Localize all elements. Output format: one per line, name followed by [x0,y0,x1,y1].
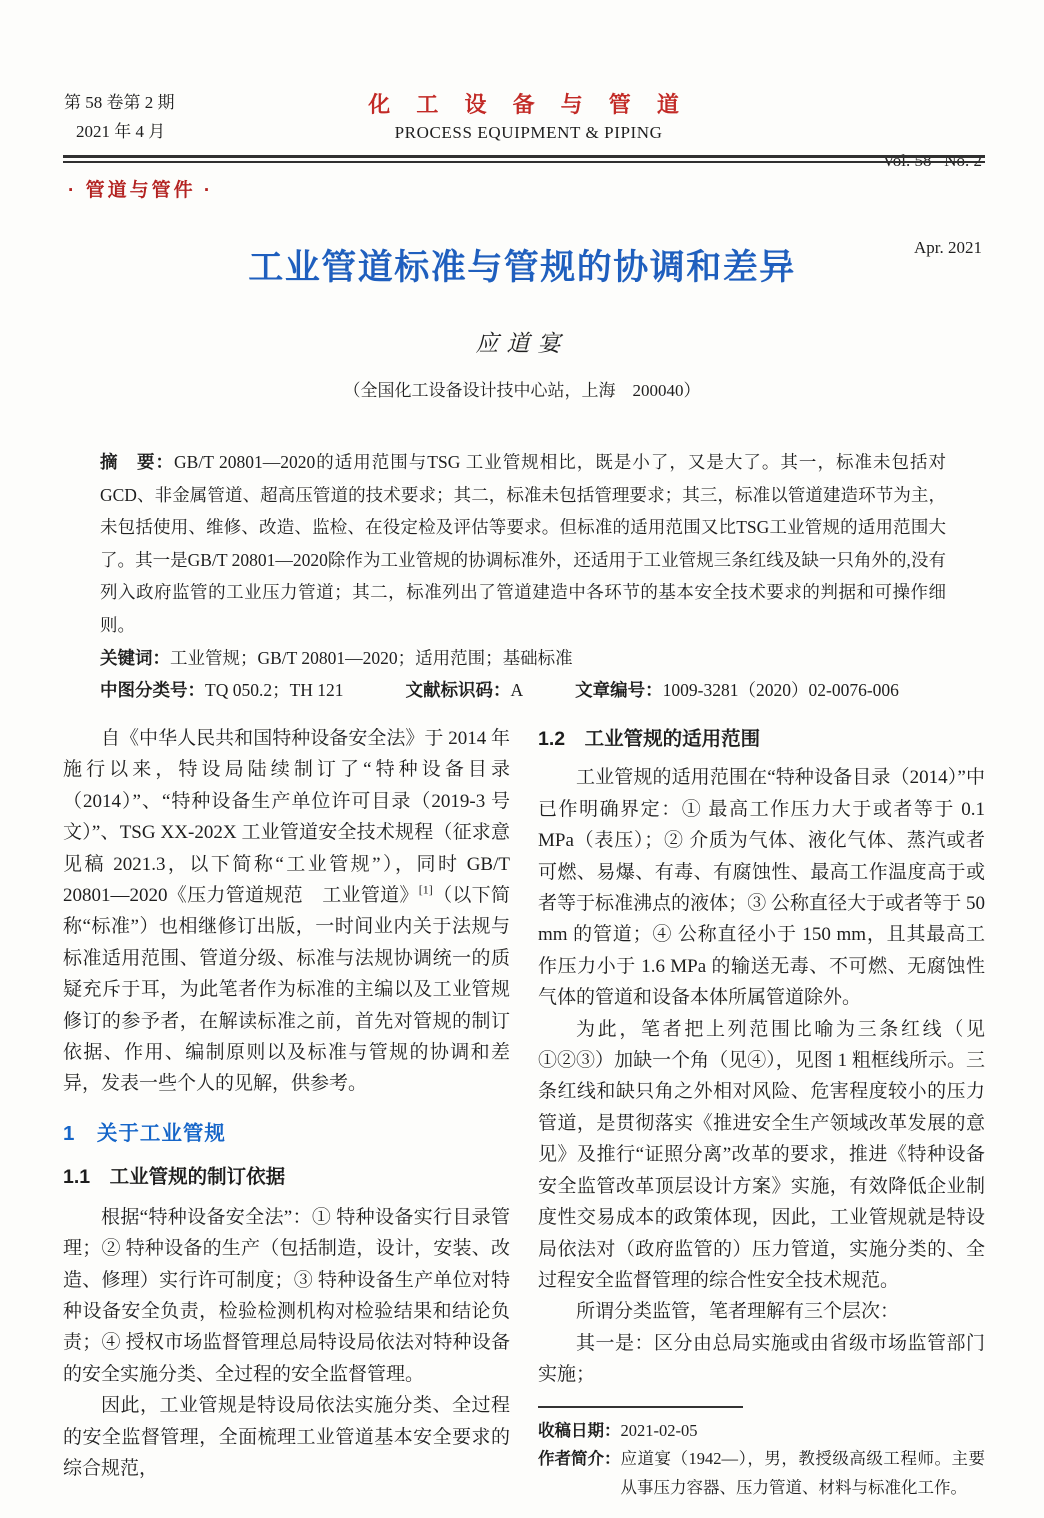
citation-ref-1: [1] [418,882,433,897]
article-id-value: 1009-3281（2020）02-0076-006 [662,680,899,701]
body-paragraph: 工业管规的适用范围在“特种设备目录（2014）”中已作明确界定：① 最高工作压力大于或者等于 0.1 MPa（表压）；② 介质为气体、液化气体、蒸汽或者可燃、易爆、有毒、有腐蚀性、最高工作温度高于或者等于标准沸点的液体；③ 公称直径大于或者等于 50 mm 的管道；④ 公称直径小于 150 mm，且其最高工作压力小于 1.6 MPa 的输送无毒、不可燃、无腐蚀性气体的管道和设备本体所属管道除外。 [538,767,985,1009]
clc-segment [100,674,344,707]
body-paragraph: 其一是：区分由总局实施或由省级市场监管部门实施； [538,1332,985,1386]
received-date-value: 2021-02-05 [620,1420,698,1440]
left-column [63,723,510,1502]
journal-title-english: PROCESS EQUIPMENT & PIPING [394,123,663,142]
clc-label: 中图分类号： [100,680,205,701]
body-paragraph: 为此，笔者把上列范围比喻为三条红线（见①②③）加缺一个角（见④），见图 1 粗框线所示。三条红线和缺只角之外相对风险、危害程度较小的压力管道，是贯彻落实《推进安全生产领域改革发展的意见》及推行“证照分离”改革的要求，推进《特种设备安全监管改革顶层设计方案》实施，有效降低企业制度性交易成本的政策体现，因此，工业管规就是特设局依法对（政府监管的）压力管道，实施分类的、全过程安全监督管理的综合性安全技术规范。 [538,1018,985,1291]
right-column [538,723,985,1502]
issue-info [64,88,175,146]
abstract-text: GB/T 20801—2020的适用范围与TSG 工业管规相比，既是小了，又是大了。其一，标准未包括对GCD、非金属管道、超高压管道的技术要求；其二，标准未包括管理要求；其三，标准以管道建造环节为主，未包括使用、维修、改造、监检、在役定检及评估等要求。但标准的适用范围又比TSG工业管规的适用范围大了。其一是GB/T 20801—2020除作为工业管规的协调标准外，还适用于工业管规三条红线及缺一只角外的,没有列入政府监管的工业压力管道；其二，标准列出了管道建造中各环节的基本安全技术要求的判据和可操作细则。 [100,452,947,635]
author-name: 应道宴 [475,331,569,356]
volume-date: Apr. 2021 [914,238,982,257]
section-category-label: · 管道与管件 · [68,180,214,201]
keywords-label: 关键词： [100,647,170,668]
doc-code-value: A [510,680,524,701]
article-title: 工业管道标准与管规的协调和差异 [248,248,796,287]
classification-line [100,674,946,707]
journal-masthead [368,88,689,143]
footnote-block [538,1406,985,1503]
abstract-paragraph [100,446,946,642]
author-bio-value: 应道宴（1942—），男，教授级高级工程师。主要从事压力容器、压力管道、材料与标准化工作。 [620,1449,985,1497]
abstract-label: 摘 要： [100,452,175,472]
article-id-segment [575,674,899,707]
received-date-label: 收稿日期： [538,1421,621,1440]
body-paragraph: 所谓分类监管，笔者理解有三个层次： [576,1301,900,1323]
intro-paragraph [63,723,510,1100]
volume-number: Vol. 58 No. 2 [882,151,982,170]
doc-code-segment [406,674,524,707]
received-date-row [538,1417,985,1446]
doc-code-label: 文献标识码： [405,680,511,701]
body-paragraph: 因此，工业管规是特设局依法实施分类、全过程的安全监督管理，全面梳理工业管道基本安全要求的综合规范， [63,1395,510,1479]
section-heading-1: 1 关于工业管规 [63,1121,226,1145]
body-paragraph: 根据“特种设备安全法”：① 特种设备实行目录管理；② 特种设备的生产（包括制造，设计，安装、改造、修理）实行许可制度；③ 特种设备生产单位对特种设备安全负责，检验检测机构对检验结果和结论负责；④ 授权市场监督管理总局特设局依法对特种设备的安全实施分类、全过程的安全监督管理。 [63,1206,510,1385]
article-id-label: 文章编号： [575,680,663,701]
keywords-text: 工业管规；GB/T 20801—2020；适用范围；基础标准 [170,647,573,668]
author-bio-label: 作者简介： [538,1450,621,1469]
author-affiliation: （全国化工设备设计技中心站，上海 200040） [343,381,701,400]
author-bio-row [538,1445,985,1502]
issue-number: 第 58 卷第 2 期 [64,93,175,112]
subsection-heading-1-1: 1.1 工业管规的制订依据 [63,1166,286,1189]
clc-value: TQ 050.2；TH 121 [205,680,344,701]
abstract-block [100,446,946,707]
footnote-rule [538,1406,743,1408]
subsection-heading-1-2: 1.2 工业管规的适用范围 [538,728,761,750]
intro-text-pre: 自《中华人民共和国特种设备安全法》于 2014 年施行以来，特设局陆续制订了“特种设备目录（2014）”、“特种设备生产单位许可目录（2019-3 号文）”、TSG XX-202X 工业管道安全技术规程（征求意见稿 2021.3，以下简称“工业管规”），同时 GB/T 20801—2020《压力管道规范 工业管道》 [63,728,510,907]
issue-date: 2021 年 4 月 [76,122,166,141]
keywords-line [100,642,946,675]
journal-title-chinese: 化 工 设 备 与 管 道 [368,92,689,117]
intro-text-post: （以下简称“标准”）也相继修订出版，一时间业内关于法规与标准适用范围、管道分级、标准与法规协调统一的质疑充斥于耳，为此笔者作为标准的主编以及工业管规修订的参予者，在解读标准之前，首先对管规的制订依据、作用、编制原则以及标准与管规的协调和差异，发表一些个人的见解，供参考。 [63,885,510,1095]
header-divider-rule [63,155,985,163]
body-columns [63,723,985,1502]
